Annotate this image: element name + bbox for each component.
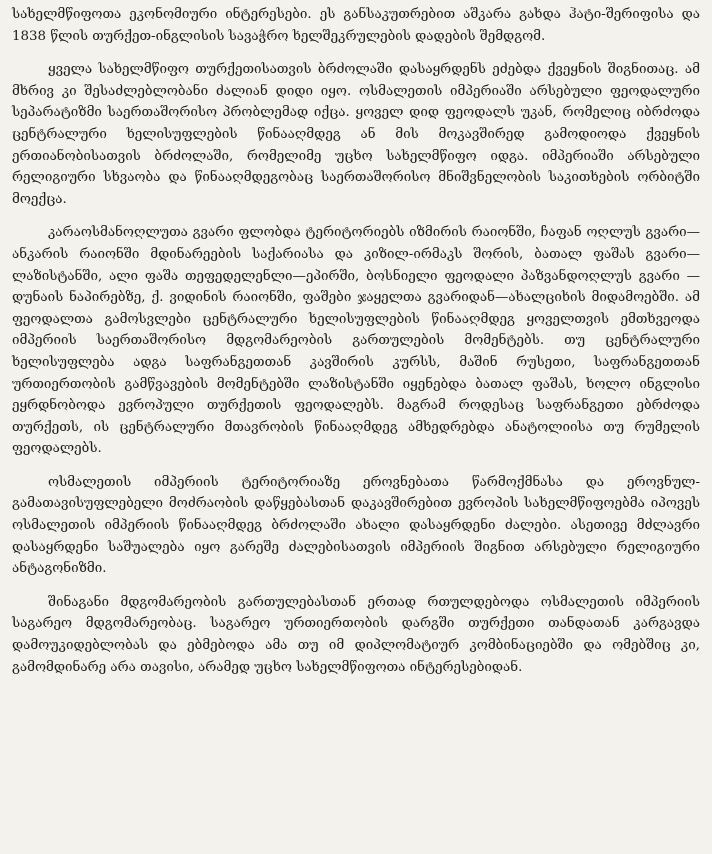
- paragraph-1: სახელმწიფოთა ეკონომიური ინტერესები. ეს განსაკუთრებით აშკარა გახდა ჰატი-შერიფისა და 1838 წლის თურქეთ-ინგლისის სავაჭრო ხელშეკრულების დადების შემდგომ.: [12, 7, 700, 44]
- paragraph-gap: [12, 210, 700, 222]
- paragraph-gap: [12, 580, 700, 592]
- paragraph-gap: [12, 460, 700, 472]
- paragraph-5: შინაგანი მდგომარეობის გართულებასთან ერთად რთულდებოდა ოსმალეთის იმპერიის საგარეო მდგომარეობაც. საგარეო ურთიერთობის დარგში თურქეთი თანდათან კარგავდა დამოუკიდებლობას და ებმებოდა ამა თუ იმ დიპლომატიურ კომბინაციებში და ომებშიც კი, გამომდინარე არა თავისი, არამედ უცხო სახელმწიფოთა ინტერესებიდან.: [12, 594, 700, 675]
- paragraph-3: კარაოსმანოღლუთა გვარი ფლობდა ტერიტორიებს იზმირის რაიონში, ჩაფან ოღლუს გვარი—ანკარის რაიონში მდინარეების საქარიასა და კიზილ-ირმაკს შორის, ბათალ ფაშას გვარი—ლაზისტანში, ალი ფაშა თეფედელენლი—ეპირში, ბოსნიელი ფეოდალი პაზვანდოღლუს გვარი — დუნაის ნაპირებზე, ქ. ვიდინის რაიონში, ფაშები ჯაყელთა გვარიდან—ახალციხის მიდამოებში. ამ ფეოდალთა გამოსვლები ცენტრალური ხელისუფლების წინააღმდეგ ყოველთვის ემთხვეოდა იმპერიის საერთაშორისო მდგომარეობის გართულების მომენტებს. თუ ცენტრალური ხელისუფლება ადგა საფრანგეთთან კავშირის კურსს, მაშინ რუსეთი, საფრანგეთთან ურთიერთობის გამწვავების მომენტებში ლაზისტანში იყენებდა ბათალ ფაშას, ხოლო ინგლისი ეყრდნობოდა ევროპული თურქეთის ფეოდალებს. მაგრამ როდესაც საფრანგეთი ებრძოდა თურქეთს, ის ცენტრალური მთავრობის წინააღმდეგ ამხედრებდა ანატოლიისა თუ რუმელის ფეოდალებს.: [12, 225, 700, 457]
- paragraph-4: ოსმალეთის იმპერიის ტერიტორიაზე ეროვნებათა წარმოქმნასა და ეროვნულ-გამათავისუფლებელი მოძრაობის დაწყებასთან დაკავშირებით ევროპის სახელმწიფოებმა იპოვეს ოსმალეთის იმპერიის წინააღმდეგ ბრძოლაში ახალი დასაყრდენი ძალები. ასეთივე მძლავრი დასაყრდენი საშუალება იყო გარეშე ძალებისათვის იმპერიის შიგნით არსებული რელიგიური ანტაგონიზმი.: [12, 474, 700, 577]
- paragraph-gap: [12, 47, 700, 59]
- paragraph-2: ყველა სახელმწიფო თურქეთისათვის ბრძოლაში დასაყრდენს ეძებდა ქვეყნის შიგნითაც. ამ მხრივ კი შესაძლებლობანი ძალიან დიდი იყო. ოსმალეთის იმპერიაში არსებული ფეოდალური სეპარატიზმი საერთაშორისო პრობლემად იქცა. ყოველ დიდ ფეოდალს უკან, რომელიც იბრძოდა ცენტრალური ხელისუფლების წინააღმდეგ ან მის მოკავშირედ გამოდიოდა ქვეყნის ერთიანობისათვის ბრძოლაში, რომელიმე უცხო სახელმწიფო იდგა. იმპერიაში არსებული რელიგიური სხვაობა და წინააღმდეგობაც საერთაშორისო მნიშვნელობის საკითხების ორბიტში მოექცა.: [12, 62, 700, 207]
